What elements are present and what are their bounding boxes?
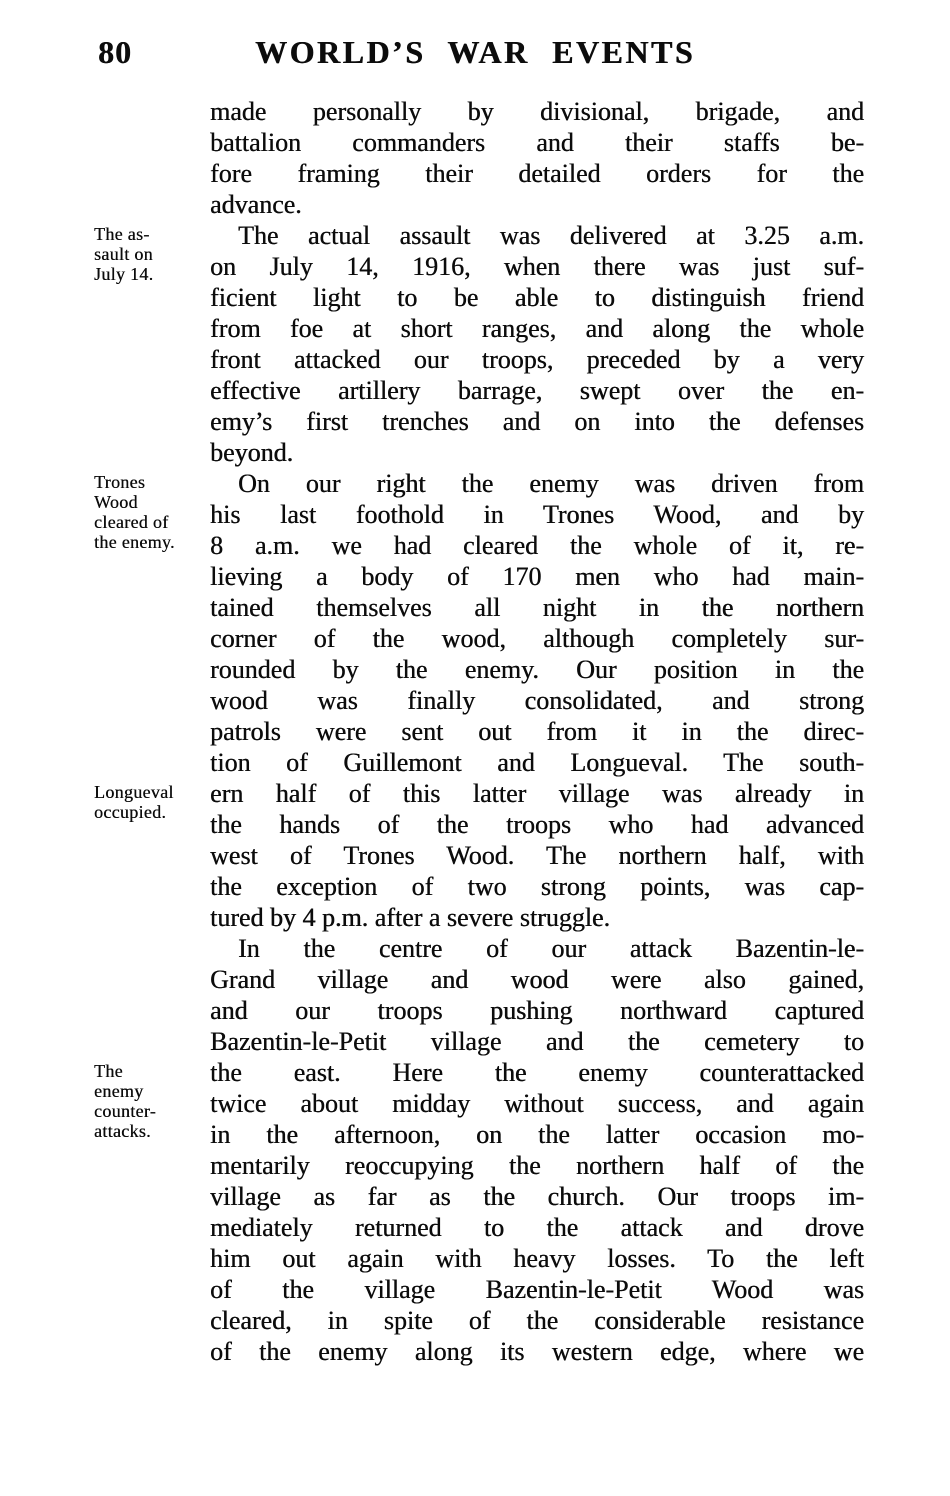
sidenote-line: The as- <box>94 224 150 244</box>
body-text <box>210 96 864 1367</box>
body-line: fore framing their detailed orders for the <box>210 159 864 188</box>
body-line: tured by 4 p.m. after a severe struggle. <box>210 903 610 932</box>
body-line: advance. <box>210 190 302 219</box>
body-line: ern half of this latter village was already in <box>210 779 864 808</box>
page-number: 80 <box>98 34 132 70</box>
sidenote-line: attacks. <box>94 1121 151 1141</box>
body-line: him out again with heavy losses. To the left <box>210 1244 864 1273</box>
body-line: on July 14, 1916, when there was just suf- <box>210 252 864 281</box>
body-line: emy’s first trenches and on into the defenses <box>210 407 864 436</box>
paragraph <box>210 96 864 220</box>
sidenote-line: the enemy. <box>94 532 175 552</box>
sidenote-line: The <box>94 1061 123 1081</box>
running-head <box>0 36 950 72</box>
body-line: Bazentin-le-Petit village and the cemetery to <box>210 1027 864 1056</box>
body-line: mediately returned to the attack and drove <box>210 1213 864 1242</box>
body-line: in the afternoon, on the latter occasion mo- <box>210 1120 864 1149</box>
sidenote <box>94 224 216 284</box>
body-line: On our right the enemy was driven from <box>238 469 864 498</box>
sidenote <box>94 1061 216 1141</box>
sidenote-line: counter- <box>94 1101 157 1121</box>
sidenote-line: July 14. <box>94 264 154 284</box>
body-line: battalion commanders and their staffs be- <box>210 128 864 157</box>
body-line: the east. Here the enemy counterattacked <box>210 1058 864 1087</box>
paragraph <box>210 933 864 1367</box>
sidenote-line: enemy <box>94 1081 144 1101</box>
body-line: Grand village and wood were also gained, <box>210 965 864 994</box>
body-line: ficient light to be able to distinguish friend <box>210 283 864 312</box>
body-line: patrols were sent out from it in the direc- <box>210 717 864 746</box>
sidenote <box>94 472 216 552</box>
running-title: WORLD’S WAR EVENTS <box>254 34 696 70</box>
body-line: In the centre of our attack Bazentin-le- <box>238 934 864 963</box>
body-line: of the enemy along its western edge, where we <box>210 1337 864 1366</box>
body-line: tion of Guillemont and Longueval. The south- <box>210 748 864 777</box>
sidenote-line: cleared of <box>94 512 169 532</box>
sidenote-line: Longueval <box>94 782 174 802</box>
body-line: from foe at short ranges, and along the whole <box>210 314 864 343</box>
sidenote-line: Wood <box>94 492 138 512</box>
body-line: wood was finally consolidated, and strong <box>210 686 864 715</box>
body-line: mentarily reoccupying the northern half of the <box>210 1151 864 1180</box>
body-line: corner of the wood, although completely sur- <box>210 624 864 653</box>
body-line: lieving a body of 170 men who had main- <box>210 562 864 591</box>
body-line: effective artillery barrage, swept over the en- <box>210 376 864 405</box>
body-line: tained themselves all night in the northern <box>210 593 864 622</box>
body-line: the exception of two strong points, was cap- <box>210 872 864 901</box>
body-line: front attacked our troops, preceded by a very <box>210 345 864 374</box>
body-line: of the village Bazentin-le-Petit Wood was <box>210 1275 864 1304</box>
body-line: and our troops pushing northward captured <box>210 996 864 1025</box>
body-line: twice about midday without success, and again <box>210 1089 864 1118</box>
paragraph <box>210 468 864 933</box>
body-line: his last foothold in Trones Wood, and by <box>210 500 864 529</box>
body-line: The actual assault was delivered at 3.25 a.m. <box>238 221 864 250</box>
sidenote <box>94 782 216 822</box>
body-line: made personally by divisional, brigade, and <box>210 97 864 126</box>
body-line: the hands of the troops who had advanced <box>210 810 864 839</box>
sidenote-line: Trones <box>94 472 146 492</box>
body-line: village as far as the church. Our troops im- <box>210 1182 864 1211</box>
body-line: beyond. <box>210 438 294 467</box>
body-line: 8 a.m. we had cleared the whole of it, re- <box>210 531 864 560</box>
paragraph <box>210 220 864 468</box>
sidenote-line: occupied. <box>94 802 167 822</box>
body-line: cleared, in spite of the considerable resistance <box>210 1306 864 1335</box>
sidenote-line: sault on <box>94 244 153 264</box>
body-line: rounded by the enemy. Our position in the <box>210 655 864 684</box>
body-line: west of Trones Wood. The northern half, with <box>210 841 864 870</box>
